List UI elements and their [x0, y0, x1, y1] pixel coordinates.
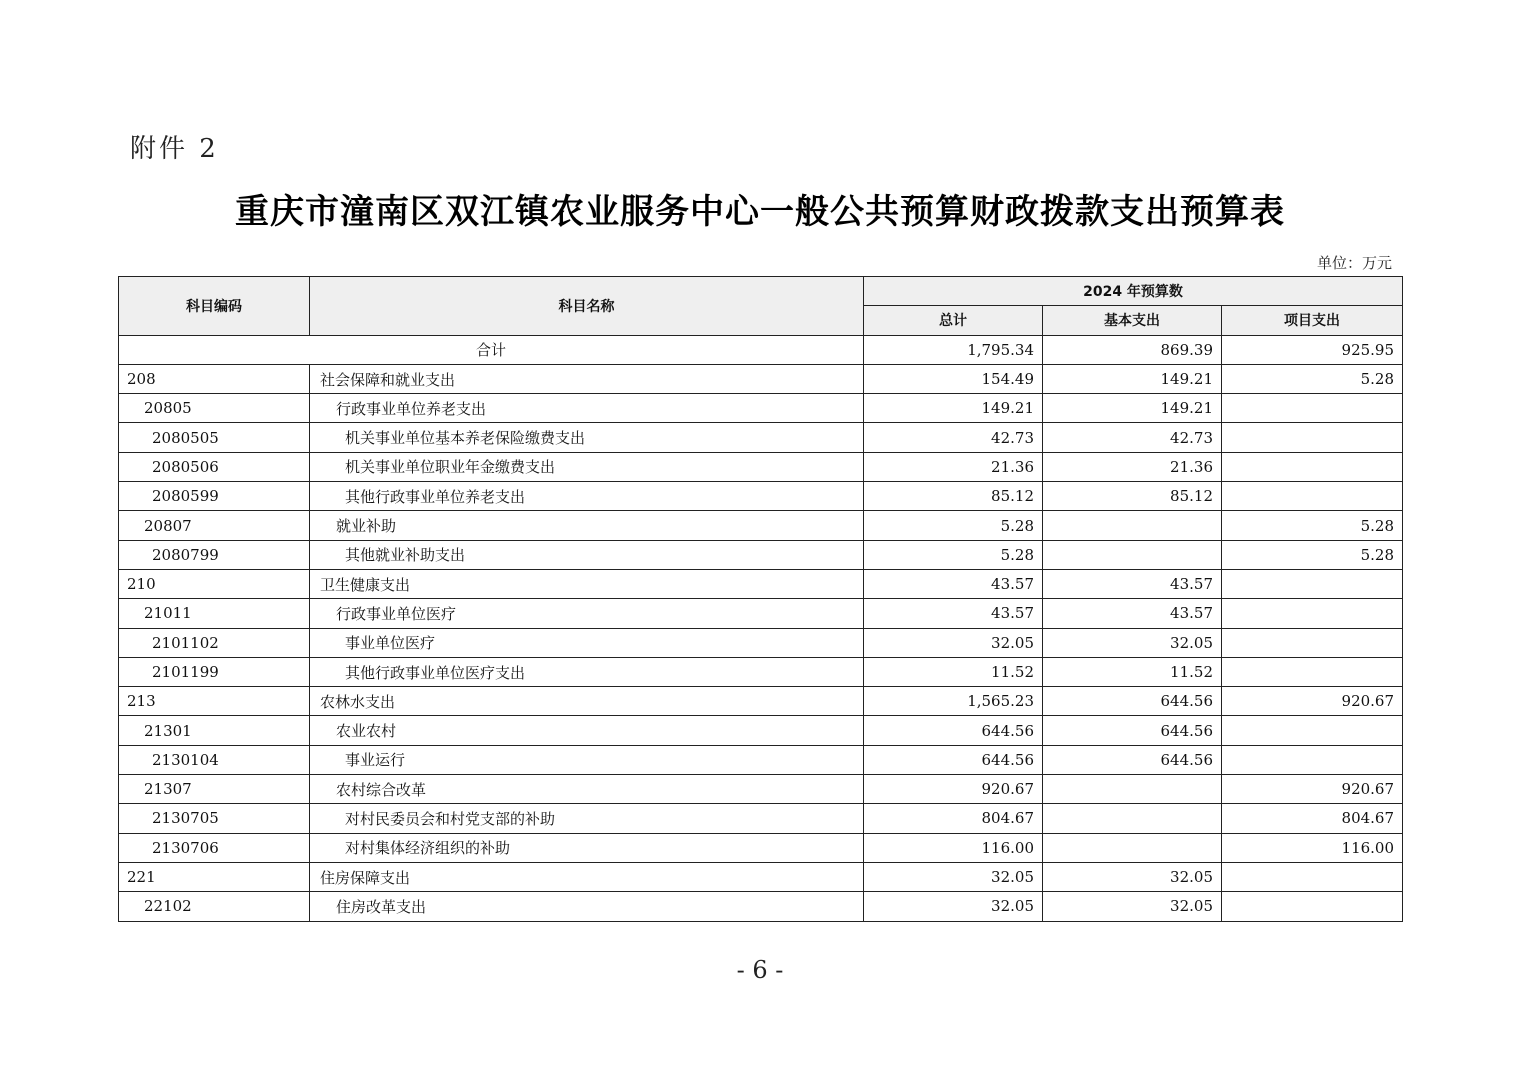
table-row — [119, 511, 1403, 540]
row-name: 机关事业单位基本养老保险缴费支出 — [310, 423, 864, 452]
row-name: 事业运行 — [310, 745, 864, 774]
table-row — [119, 862, 1403, 891]
row-basic: 149.21 — [1043, 394, 1222, 423]
row-total: 149.21 — [864, 394, 1043, 423]
row-name: 卫生健康支出 — [310, 569, 864, 598]
row-code: 21011 — [119, 599, 310, 628]
row-name: 行政事业单位医疗 — [310, 599, 864, 628]
row-basic: 32.05 — [1043, 628, 1222, 657]
row-name: 农村综合改革 — [310, 775, 864, 804]
table-row — [119, 892, 1403, 921]
row-basic — [1043, 511, 1222, 540]
row-name: 农业农村 — [310, 716, 864, 745]
table-row — [119, 599, 1403, 628]
row-project — [1222, 482, 1403, 511]
sum-project: 925.95 — [1222, 335, 1403, 364]
row-total: 32.05 — [864, 628, 1043, 657]
header-total: 总计 — [864, 306, 1043, 335]
row-project — [1222, 862, 1403, 891]
row-basic: 42.73 — [1043, 423, 1222, 452]
row-code: 2101102 — [119, 628, 310, 657]
row-project — [1222, 394, 1403, 423]
row-total: 116.00 — [864, 833, 1043, 862]
header-project: 项目支出 — [1222, 306, 1403, 335]
row-code: 2130706 — [119, 833, 310, 862]
table-row — [119, 657, 1403, 686]
row-basic: 644.56 — [1043, 687, 1222, 716]
row-total: 32.05 — [864, 862, 1043, 891]
row-basic: 11.52 — [1043, 657, 1222, 686]
row-basic: 85.12 — [1043, 482, 1222, 511]
table-header — [119, 277, 1403, 336]
row-project — [1222, 423, 1403, 452]
row-basic — [1043, 540, 1222, 569]
sum-basic: 869.39 — [1043, 335, 1222, 364]
row-name: 其他就业补助支出 — [310, 540, 864, 569]
row-name: 就业补助 — [310, 511, 864, 540]
row-total: 644.56 — [864, 716, 1043, 745]
row-total: 5.28 — [864, 540, 1043, 569]
row-project — [1222, 657, 1403, 686]
table-body — [119, 335, 1403, 921]
row-total: 32.05 — [864, 892, 1043, 921]
table-row — [119, 423, 1403, 452]
row-name: 其他行政事业单位养老支出 — [310, 482, 864, 511]
table-row — [119, 394, 1403, 423]
row-project — [1222, 745, 1403, 774]
row-name: 对村集体经济组织的补助 — [310, 833, 864, 862]
row-name: 住房改革支出 — [310, 892, 864, 921]
table-row — [119, 833, 1403, 862]
table-row — [119, 482, 1403, 511]
row-code: 210 — [119, 569, 310, 598]
row-total: 11.52 — [864, 657, 1043, 686]
table-row — [119, 804, 1403, 833]
row-basic: 644.56 — [1043, 745, 1222, 774]
row-code: 213 — [119, 687, 310, 716]
sum-label: 合计 — [119, 335, 864, 364]
row-project: 804.67 — [1222, 804, 1403, 833]
row-total: 43.57 — [864, 569, 1043, 598]
row-total: 154.49 — [864, 364, 1043, 393]
row-code: 21307 — [119, 775, 310, 804]
row-name: 社会保障和就业支出 — [310, 364, 864, 393]
row-name: 住房保障支出 — [310, 862, 864, 891]
attachment-label: 附件 2 — [130, 134, 219, 164]
table-row — [119, 452, 1403, 481]
table-row — [119, 716, 1403, 745]
row-code: 2101199 — [119, 657, 310, 686]
header-basic: 基本支出 — [1043, 306, 1222, 335]
row-name: 行政事业单位养老支出 — [310, 394, 864, 423]
row-code: 20807 — [119, 511, 310, 540]
row-code: 2130705 — [119, 804, 310, 833]
row-basic: 43.57 — [1043, 569, 1222, 598]
row-total: 42.73 — [864, 423, 1043, 452]
table-row — [119, 775, 1403, 804]
row-name: 农林水支出 — [310, 687, 864, 716]
row-project: 5.28 — [1222, 511, 1403, 540]
row-code: 21301 — [119, 716, 310, 745]
row-project — [1222, 892, 1403, 921]
row-project — [1222, 628, 1403, 657]
header-code: 科目编码 — [119, 277, 310, 336]
row-code: 20805 — [119, 394, 310, 423]
table-row — [119, 628, 1403, 657]
row-total: 21.36 — [864, 452, 1043, 481]
budget-table — [118, 276, 1403, 922]
row-name: 事业单位医疗 — [310, 628, 864, 657]
row-total: 5.28 — [864, 511, 1043, 540]
row-project — [1222, 599, 1403, 628]
row-code: 2130104 — [119, 745, 310, 774]
unit-label: 单位：万元 — [1316, 254, 1392, 272]
row-total: 920.67 — [864, 775, 1043, 804]
row-total: 1,565.23 — [864, 687, 1043, 716]
row-code: 22102 — [119, 892, 310, 921]
row-name: 对村民委员会和村党支部的补助 — [310, 804, 864, 833]
row-basic: 43.57 — [1043, 599, 1222, 628]
row-project: 5.28 — [1222, 540, 1403, 569]
row-project: 920.67 — [1222, 775, 1403, 804]
row-code: 2080505 — [119, 423, 310, 452]
row-total: 644.56 — [864, 745, 1043, 774]
row-basic: 32.05 — [1043, 892, 1222, 921]
row-project — [1222, 716, 1403, 745]
row-name: 机关事业单位职业年金缴费支出 — [310, 452, 864, 481]
row-basic — [1043, 804, 1222, 833]
header-name: 科目名称 — [310, 277, 864, 336]
row-name: 其他行政事业单位医疗支出 — [310, 657, 864, 686]
row-code: 221 — [119, 862, 310, 891]
row-total: 43.57 — [864, 599, 1043, 628]
row-code: 2080506 — [119, 452, 310, 481]
row-total: 804.67 — [864, 804, 1043, 833]
header-budget-group: 2024 年预算数 — [864, 277, 1403, 306]
row-project — [1222, 452, 1403, 481]
table-row — [119, 364, 1403, 393]
row-project — [1222, 569, 1403, 598]
row-basic: 32.05 — [1043, 862, 1222, 891]
row-basic — [1043, 775, 1222, 804]
sum-row — [119, 335, 1403, 364]
row-basic — [1043, 833, 1222, 862]
page-title: 重庆市潼南区双江镇农业服务中心一般公共预算财政拨款支出预算表 — [235, 192, 1285, 232]
row-project: 920.67 — [1222, 687, 1403, 716]
table-row — [119, 540, 1403, 569]
row-code: 2080599 — [119, 482, 310, 511]
sum-total: 1,795.34 — [864, 335, 1043, 364]
row-basic: 149.21 — [1043, 364, 1222, 393]
row-code: 208 — [119, 364, 310, 393]
row-total: 85.12 — [864, 482, 1043, 511]
row-project: 5.28 — [1222, 364, 1403, 393]
page-number: - 6 - — [736, 956, 784, 984]
table-row — [119, 569, 1403, 598]
row-project: 116.00 — [1222, 833, 1403, 862]
table-row — [119, 687, 1403, 716]
table-row — [119, 745, 1403, 774]
row-code: 2080799 — [119, 540, 310, 569]
row-basic: 644.56 — [1043, 716, 1222, 745]
row-basic: 21.36 — [1043, 452, 1222, 481]
